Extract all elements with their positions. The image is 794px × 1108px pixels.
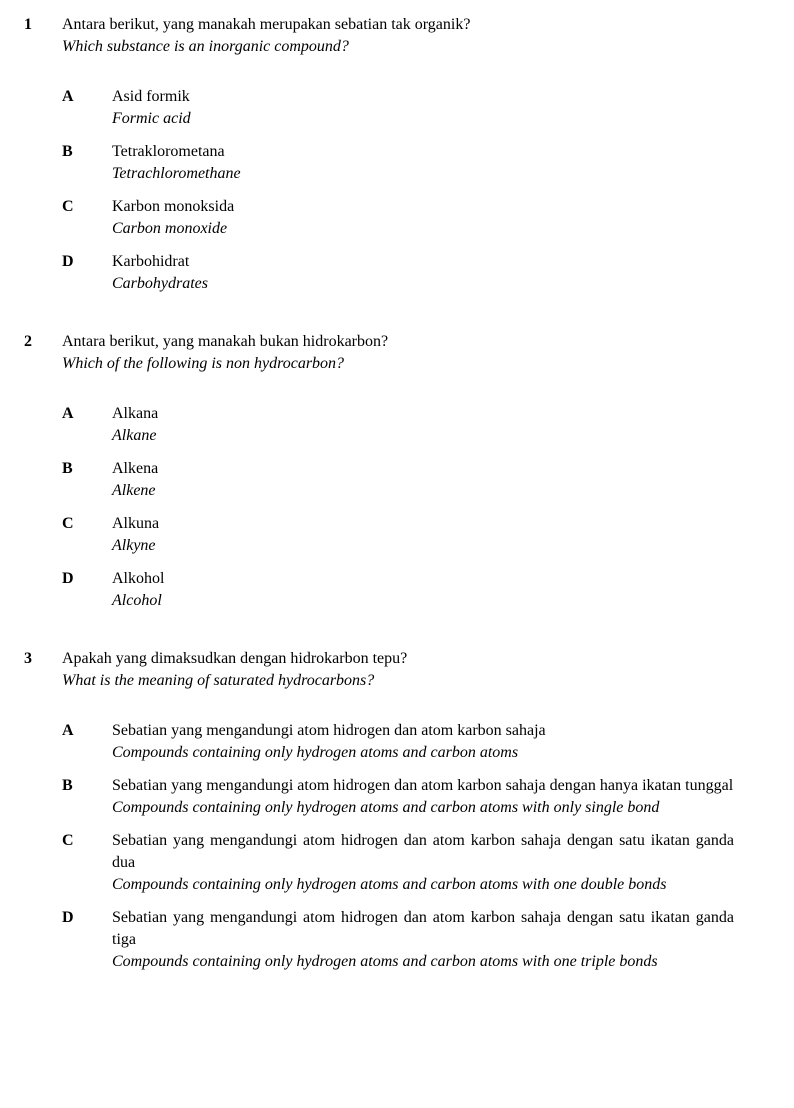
answer-option <box>62 196 734 240</box>
answer-option <box>62 720 734 764</box>
answer-option <box>62 775 734 819</box>
option-text-malay: Alkuna <box>112 515 160 532</box>
question-text <box>62 331 734 375</box>
option-text-malay: Sebatian yang mengandungi atom hidrogen dan atom karbon sahaja dengan satu ikatan ganda dua <box>112 832 734 871</box>
option-text-english: Compounds containing only hydrogen atoms and carbon atoms with one triple bonds <box>112 953 658 970</box>
option-text-english: Carbohydrates <box>112 275 208 292</box>
option-letter: D <box>62 570 74 587</box>
answer-option <box>62 513 734 557</box>
question-row <box>24 648 734 692</box>
answer-option <box>62 251 734 295</box>
question-block <box>24 14 734 295</box>
option-text-malay: Alkana <box>112 405 159 422</box>
option-letter: B <box>62 460 73 477</box>
answer-option <box>62 403 734 447</box>
option-text <box>112 775 734 819</box>
option-text-english: Compounds containing only hydrogen atoms and carbon atoms <box>112 744 519 761</box>
option-text <box>112 720 734 764</box>
option-text-english: Alcohol <box>112 592 162 609</box>
question-text <box>62 648 734 692</box>
option-letter: B <box>62 777 73 794</box>
question-number: 3 <box>24 650 32 667</box>
option-letter: D <box>62 909 74 926</box>
question-text-malay: Antara berikut, yang manakah merupakan sebatian tak organik? <box>62 16 471 33</box>
answer-option <box>62 458 734 502</box>
option-text-malay: Sebatian yang mengandungi atom hidrogen dan atom karbon sahaja dengan hanya ikatan tunggal <box>112 777 734 794</box>
option-text <box>112 513 734 557</box>
question-text-english: What is the meaning of saturated hydrocarbons? <box>62 672 375 689</box>
options-list <box>62 403 734 612</box>
option-text-malay: Alkena <box>112 460 159 477</box>
option-text-malay: Tetraklorometana <box>112 143 225 160</box>
answer-option <box>62 907 734 973</box>
option-text-malay: Sebatian yang mengandungi atom hidrogen dan atom karbon sahaja <box>112 722 546 739</box>
option-letter: D <box>62 253 74 270</box>
option-text-english: Alkene <box>112 482 156 499</box>
options-list <box>62 86 734 295</box>
option-text <box>112 830 734 896</box>
option-text-malay: Karbohidrat <box>112 253 190 270</box>
option-text-malay: Asid formik <box>112 88 190 105</box>
option-letter: C <box>62 198 74 215</box>
answer-option <box>62 830 734 896</box>
question-row <box>24 14 734 58</box>
option-text-english: Alkyne <box>112 537 156 554</box>
option-text <box>112 403 734 447</box>
option-text-english: Carbon monoxide <box>112 220 228 237</box>
option-text-malay: Sebatian yang mengandungi atom hidrogen dan atom karbon sahaja dengan satu ikatan ganda tiga <box>112 909 734 948</box>
option-letter: B <box>62 143 73 160</box>
option-text-malay: Karbon monoksida <box>112 198 235 215</box>
option-text-english: Compounds containing only hydrogen atoms and carbon atoms with only single bond <box>112 799 660 816</box>
option-letter: C <box>62 515 74 532</box>
option-text-malay: Alkohol <box>112 570 165 587</box>
option-text <box>112 251 734 295</box>
option-text <box>112 458 734 502</box>
question-number: 2 <box>24 333 32 350</box>
answer-option <box>62 568 734 612</box>
question-block <box>24 648 734 973</box>
option-text <box>112 86 734 130</box>
option-text <box>112 141 734 185</box>
option-text-english: Tetrachloromethane <box>112 165 241 182</box>
question-number: 1 <box>24 16 32 33</box>
question-text-english: Which of the following is non hydrocarbon? <box>62 355 345 372</box>
option-letter: A <box>62 88 74 105</box>
questions-list <box>24 14 734 973</box>
answer-option <box>62 86 734 130</box>
question-text <box>62 14 734 58</box>
option-text <box>112 568 734 612</box>
option-letter: A <box>62 722 74 739</box>
option-text-english: Alkane <box>112 427 157 444</box>
question-text-malay: Antara berikut, yang manakah bukan hidrokarbon? <box>62 333 389 350</box>
question-block <box>24 331 734 612</box>
option-letter: A <box>62 405 74 422</box>
question-row <box>24 331 734 375</box>
option-text-english: Formic acid <box>112 110 191 127</box>
option-text <box>112 907 734 973</box>
option-text-english: Compounds containing only hydrogen atoms and carbon atoms with one double bonds <box>112 876 667 893</box>
question-text-english: Which substance is an inorganic compound? <box>62 38 349 55</box>
answer-option <box>62 141 734 185</box>
options-list <box>62 720 734 973</box>
option-text <box>112 196 734 240</box>
question-text-malay: Apakah yang dimaksudkan dengan hidrokarbon tepu? <box>62 650 408 667</box>
option-letter: C <box>62 832 74 849</box>
